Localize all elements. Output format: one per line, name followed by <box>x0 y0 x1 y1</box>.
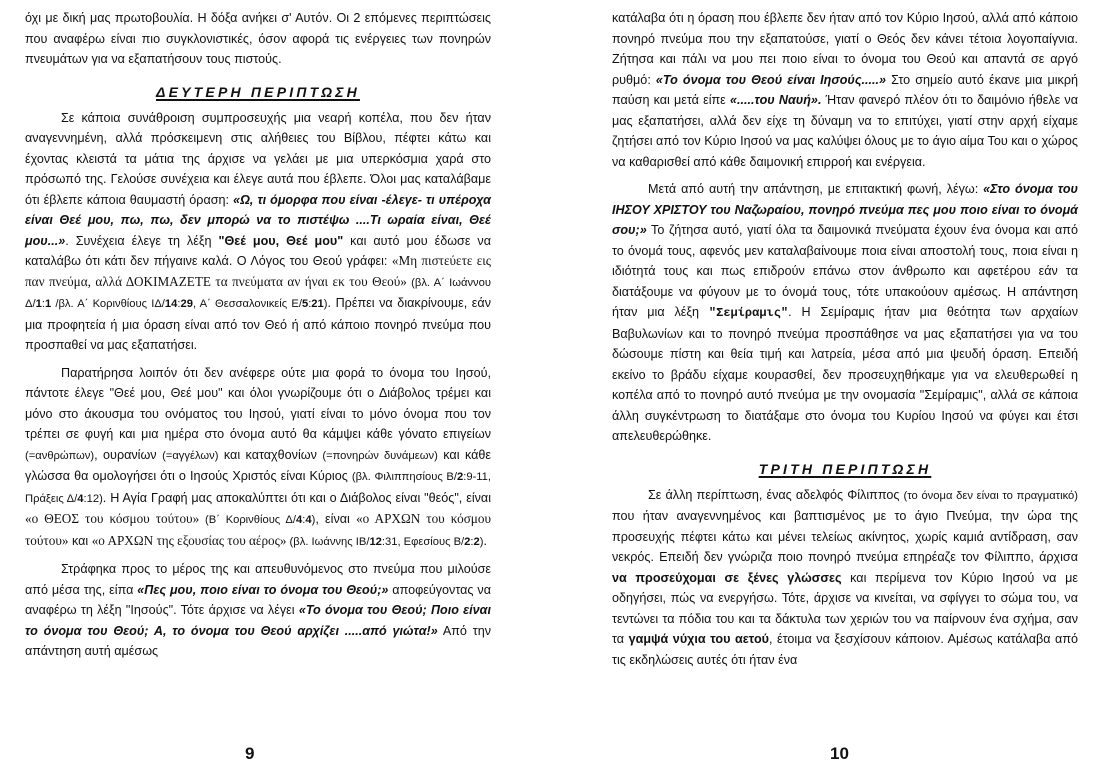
text-run: «Το όνομα του Θεού είναι Ιησούς.....» <box>655 72 887 87</box>
text-run: 4 <box>305 514 312 526</box>
page-number: 9 <box>245 744 255 763</box>
text-run: 21 <box>311 298 324 310</box>
text-run: «Στο όνομα του ΙΗΣΟΥ ΧΡΙΣΤΟΥ του Ναζωραίου, πονηρό πνεύμα πες μου ποιο είναι το όνομά σου;» <box>612 182 1078 237</box>
text-run: (βλ. Α΄ Ιωάννου Δ/ <box>25 276 491 310</box>
text-run: (Β΄ Κορινθίους Δ/ <box>199 514 297 526</box>
text-run: «ο ΑΡΧΩΝ του κόσμου τούτου» <box>25 511 491 548</box>
text-run: και καταχθονίων <box>218 447 323 462</box>
text-run: Παρατήρησα λοιπόν ότι δεν ανέφερε ούτε μια φορά το όνομα του Ιησού, πάντοτε έλεγε "Θεέ μου, Θεέ μου" και όλοι γνωρίζουμε ότι ο Διάβολος τρέμει και μόνο στο άκουσμα του ονόματος του Ιησού, γιατί είναι το μόνο όνομα που τον τρέπει σε φυγή και μια ημέρα στο όνομα αυτό θα κάμψει κάθε γόνατο επιγείων <box>25 365 491 441</box>
text-run: 5 <box>301 298 309 310</box>
text-run: : <box>308 298 312 310</box>
text-run: ) <box>323 298 328 310</box>
text-run: Μετά από αυτή την απάντηση, με επιτακτική φωνή, λέγω: <box>648 182 984 196</box>
text-run: ) <box>311 514 316 526</box>
text-run: :9-11, Πράξεις Δ/ <box>25 471 492 505</box>
section-heading-text: ΔΕΥΤΕΡΗ ΠΕΡΙΠΤΩΣΗ <box>156 83 360 100</box>
text-run: Στο σημείο αυτό έκανε μια μικρή παύση και μετά είπε <box>612 72 1078 107</box>
text-run: Σε άλλη περίπτωση, ένας αδελφός Φίλιππος <box>648 487 904 502</box>
text-run: , έτοιμα να ξεσχίσουν κάποιον. Αμέσως κατάλαβα από τις εκδηλώσεις αυτές ότι ήταν ένα <box>612 632 1079 667</box>
paragraph <box>612 485 1078 671</box>
text-run: «ο ΘΕΟΣ του κόσμου τούτου» <box>25 511 200 526</box>
text-run: γαμψά νύχια του αετού <box>628 632 769 646</box>
text-run: (=αγγέλων) <box>162 449 219 462</box>
text-run: : <box>470 535 474 548</box>
text-run: , ουρανίων <box>94 447 163 462</box>
text-run: , Α΄ Θεσσαλονικείς Ε/ <box>192 298 302 310</box>
text-run: "Θεέ μου, Θεέ μου" <box>218 233 344 248</box>
text-run: : <box>177 298 181 310</box>
text-run: Στράφηκα προς το μέρος της και απευθυνόμενος στο πνεύμα που μιλούσε από μέσα της, είπα <box>25 562 491 597</box>
text-run: :12) <box>83 492 103 505</box>
text-run: ) <box>479 535 484 548</box>
paragraph <box>612 179 1078 447</box>
text-run: . Η Σεμίραμις ήταν μια θεότητα των αρχαίων Βαβυλωνίων και το πονηρό πνεύμα προσπάθησε να μας εξαπατήσει για να του δώσουμε πίστη και θεία τιμή και λατρεία, μέσα από μια ψευδή όραση. Επειδή εκείνο το βράδυ είχαμε κουρασθεί, δεν προσευχηθήκαμε για να ελευθερωθεί η κοπέλα από το πονηρό αυτό πνεύμα με την ονομασία "Σεμίραμις", αλλά σε κάποια άλλη συγκέντρωση το διατάξαμε στο όνομα του Κυρίου Ιησού να φύγει και έτσι απελευθερώθηκε. <box>612 305 1079 443</box>
text-run: «Ω, τι όμορφα που είναι -έλεγε- τι υπέροχα είναι Θεέ μου, πω, πω, δεν μπορώ να το πιστέψω ....Τι ωραία είναι, Θεέ μου...» <box>25 192 491 248</box>
text-run: Σε κάποια συνάθροιση συμπροσευχής μια νεαρή κοπέλα, που δεν ήταν αναγεννημένη, αλλά πρόσκειμενη στις αλήθειες του Βίβλου, πέφτει κάτω και έχοντας κλειστά τα μάτια της άρχισε να γελάει με μια υπερκόσμια χαρά στο πρόσωπό της. Γελούσε συνέχεια και έλεγε αυτά που έβλεπε. Όλοι μας καταλάβαμε ότι έβλεπε κάποια θαυμαστή όραση: <box>25 110 491 207</box>
text-run: Το ζήτησα αυτό, γιατί όλα τα δαιμονικά πνεύματα έχουν ένα όνομα και από το όνομά τους, αφενός μεν καταλαβαίνουμε ποια είναι αποστολή τους, ποια είναι η ιδιότητά τους και πως επιδρούν επάνω στον άνθρωπο και αφετέρου εάν τα διατάξουμε να φύγουν με το όνομά τους, τότε υπακούουν αμέσως. Η απάντηση ήταν μια λέξη <box>612 223 1078 319</box>
text-run: και περίμενα τον Κύριο Ιησού να με οδηγήσει, πώς να ενεργήσω. Τότε, άρχισε να κινείται, να σφίγγει το σώμα του, να τεντώνει τα πόδια του και τα δάκτυλα των χεριών του να παίρνουν ένα σχήμα, σαν τα <box>612 570 1078 646</box>
text-run: αποφεύγοντας να αναφέρω τη λέξη "Ιησούς". Τότε άρχισε να λέγει <box>25 582 491 617</box>
text-run: (το όνομα δεν είναι το πραγματικό) <box>903 489 1078 502</box>
text-run: που ήταν αναγεννημένος και βαπτισμένος με το άγιο Πνεύμα, την ώρα της προσευχής πέφτει κάτω και μένει τελείως ακίνητος, χωρίς καμιά αντίδραση, σαν νεκρός. Επειδή δεν γνώριζα ποιο πονηρό πνεύμα επηρέαζε τον Φίλιππο, άρχισα <box>612 509 1078 564</box>
text-run: 29 <box>180 298 193 310</box>
text-run: «.....του Ναυή». <box>729 93 822 107</box>
text-run: : <box>302 514 306 526</box>
text-run: «Το όνομα του Θεού; Ποιο είναι το όνομα του Θεού; Α, το όνομα του Θεού αρχίζει .....από γιώτα!» <box>25 603 491 638</box>
right-page-text <box>612 8 1078 670</box>
text-run: (βλ. Φιλιππησίους Β/ <box>351 471 457 483</box>
text-run: (=πονηρών δυνάμεων) <box>322 449 438 462</box>
right-page <box>0 8 1102 768</box>
text-run: /βλ. Α΄ Κορινθίους ΙΔ/ <box>51 298 165 310</box>
text-run: (βλ. Ιωάννης ΙΒ/ <box>286 535 370 548</box>
text-run: και αυτό μου έδωσε να καταλάβω ότι κάτι δεν πήγαινε καλά. Ο Λόγος του Θεού γράφει: <box>25 233 491 268</box>
text-run: Ήταν φανερό πλέον ότι το δαιμόνιο ήθελε να μας εξαπατήσει, αλλά δεν είχε τη δύναμη να το επιτύχει, γιατί στην αρχή είχαμε ζητήσει από τον Κύριο Ιησού να μας καλύψει όλους με το άγιο αίμα Του και ο χώρος να καθαρισθεί από κάθε δαιμονική επιρροή και ενέργεια. <box>612 93 1078 169</box>
section-heading-text: ΤΡΙΤΗ ΠΕΡΙΠΤΩΣΗ <box>758 460 932 477</box>
text-run: κατάλαβα ότι η όραση που έβλεπε δεν ήταν από τον Κύριο Ιησού, αλλά από κάποιο πονηρό πνεύμα που την εξαπατούσε, γιατί ο Θεός δεν κάνει τέτοια λογοπαίγνια. Ζήτησα και πάλι να μου πει ποιο είναι το όνομα του Θεού και απαντά σε αργό ρυθμό: <box>612 11 1078 87</box>
text-run: «Πες μου, ποιο είναι το όνομα του Θεού;» <box>137 582 389 597</box>
text-run: (=ανθρώπων) <box>25 449 95 462</box>
text-run: . Συνέχεια έλεγε τη λέξη <box>65 233 219 248</box>
text-run: , είναι <box>315 512 357 526</box>
text-run: 2 <box>473 535 480 548</box>
text-run: 4 <box>296 514 303 526</box>
text-run: . Η Αγία Γραφή μας αποκαλύπτει ότι και ο Διάβολος είναι "θεός", είναι <box>102 490 491 505</box>
text-run: και <box>68 533 92 548</box>
text-run: Από την απάντηση αυτή αμέσως <box>25 623 491 658</box>
text-run: να προσεύχομαι σε ξένες γλώσσες <box>612 570 842 585</box>
text-run: 1 <box>44 298 52 310</box>
text-run: 14 <box>164 298 178 310</box>
text-run: :31, Εφεσίους Β/ <box>381 535 465 548</box>
text-run: "Σεμίραμις" <box>708 306 789 320</box>
text-run: . <box>483 533 487 548</box>
text-run: . Πρέπει να διακρίνουμε, εάν μια προφητεία ή μια όραση είναι από τον Θεό ή από κάποιο πονηρό πνεύμα που προσπαθεί να μας εξαπατήσει. <box>25 296 491 352</box>
text-run: όχι με δική μας πρωτοβουλία. Η δόξα ανήκει σ' Αυτόν. Οι 2 επόμενες περιπτώσεις που αναφέρω είναι πιο συγκλονιστικές, όσον αφορά τις ενέργειες των πονηρών πνευμάτων για να εξαπατήσουν τους πιστούς. <box>25 11 491 66</box>
text-run: 2 <box>464 535 471 548</box>
text-run: 12 <box>369 535 382 548</box>
text-run: 4 <box>77 492 84 505</box>
text-run: «Μη πιστεύετε εις παν πνεύμα, αλλά ΔΟΚΙΜΑΖΕΤΕ τα πνεύματα αν ήναι εκ του Θεού» <box>25 253 491 289</box>
text-run: και κάθε γλώσσα θα ομολογήσει ότι ο Ιησούς Χριστός είναι Κύριος <box>25 447 491 483</box>
text-run: : <box>41 298 45 310</box>
text-run: «ο ΑΡΧΩΝ της εξουσίας του αέρος» <box>91 532 287 548</box>
section-heading <box>612 459 1078 479</box>
text-run: 1 <box>35 298 42 310</box>
page-number: 10 <box>830 744 849 763</box>
text-run: 2 <box>457 471 464 483</box>
paragraph <box>612 8 1078 172</box>
